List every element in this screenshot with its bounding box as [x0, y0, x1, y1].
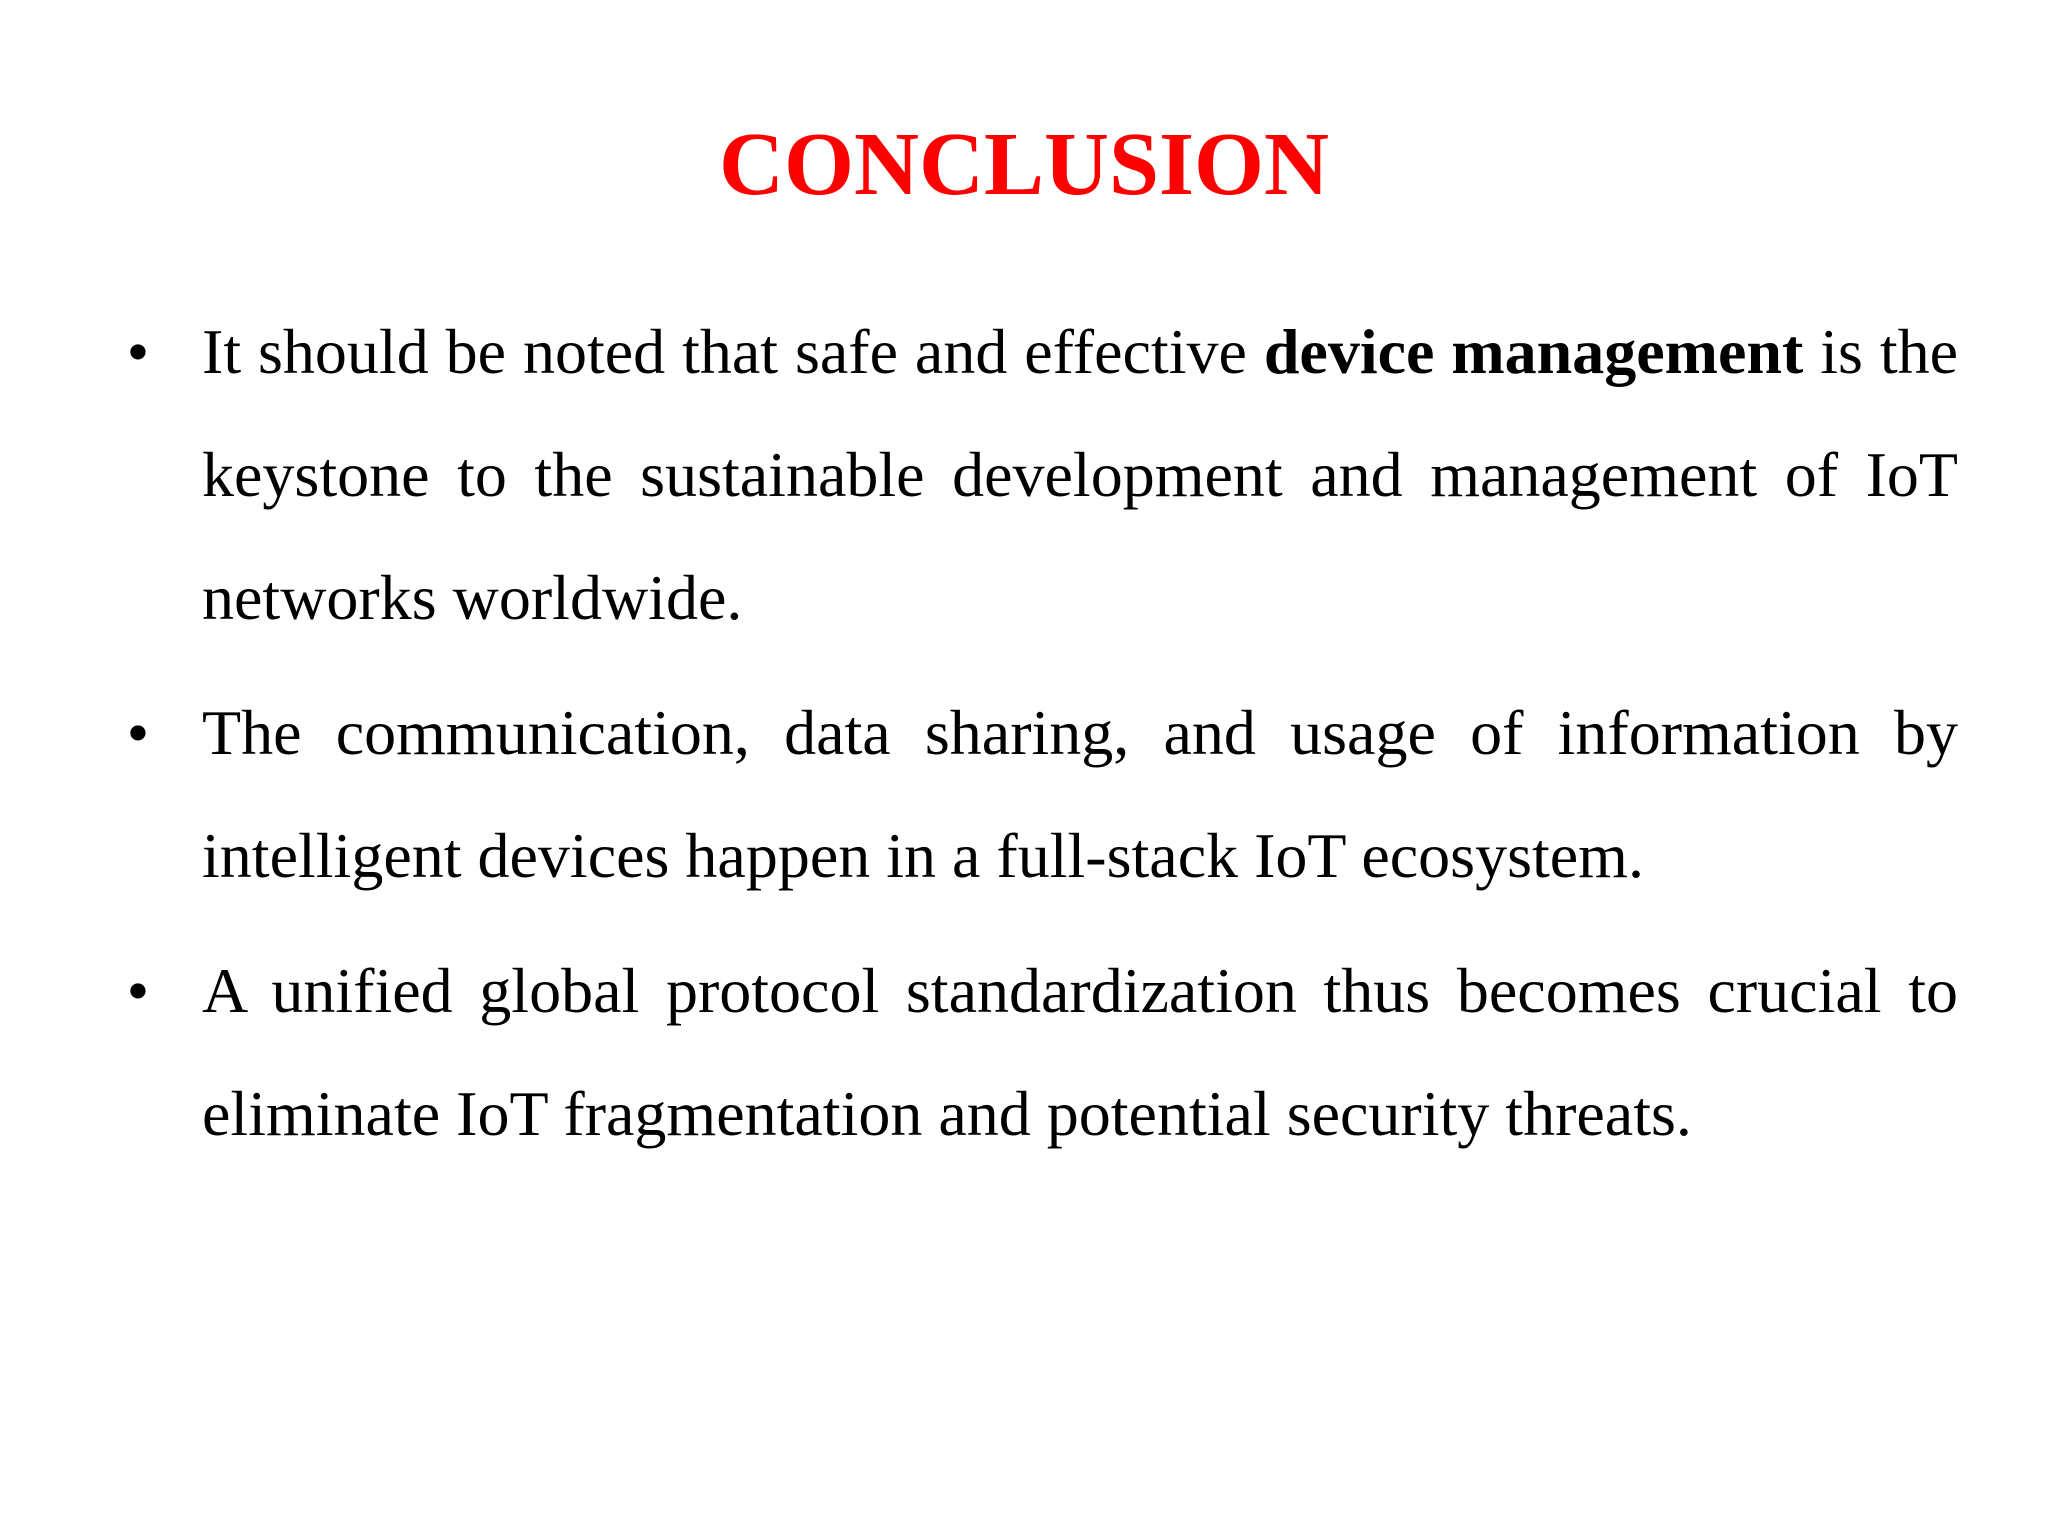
bullet-icon: •	[126, 955, 150, 1026]
bullet-1-text-end: is the keystone to the sustainable development and management of IoT networks worldwide.	[202, 316, 1959, 633]
bullet-list	[118, 290, 1958, 1187]
bullet-2-text: The communication, data sharing, and usage of information by intelligent devices happen in a full-stack IoT ecosystem.	[202, 697, 1958, 891]
bullet-3-text: A unified global protocol standardization thus becomes crucial to eliminate IoT fragmentation and potential security threats.	[202, 955, 1958, 1149]
bullet-1-bold-term: device management	[1263, 316, 1804, 387]
bullet-item-3	[118, 929, 1958, 1175]
bullet-1-text-start: It should be noted that safe and effective	[202, 316, 1264, 387]
bullet-item-2	[118, 671, 1958, 917]
bullet-icon: •	[126, 316, 150, 387]
bullet-icon: •	[126, 697, 150, 768]
slide-title: CONCLUSION	[718, 115, 1330, 214]
bullet-item-1	[118, 290, 1958, 659]
